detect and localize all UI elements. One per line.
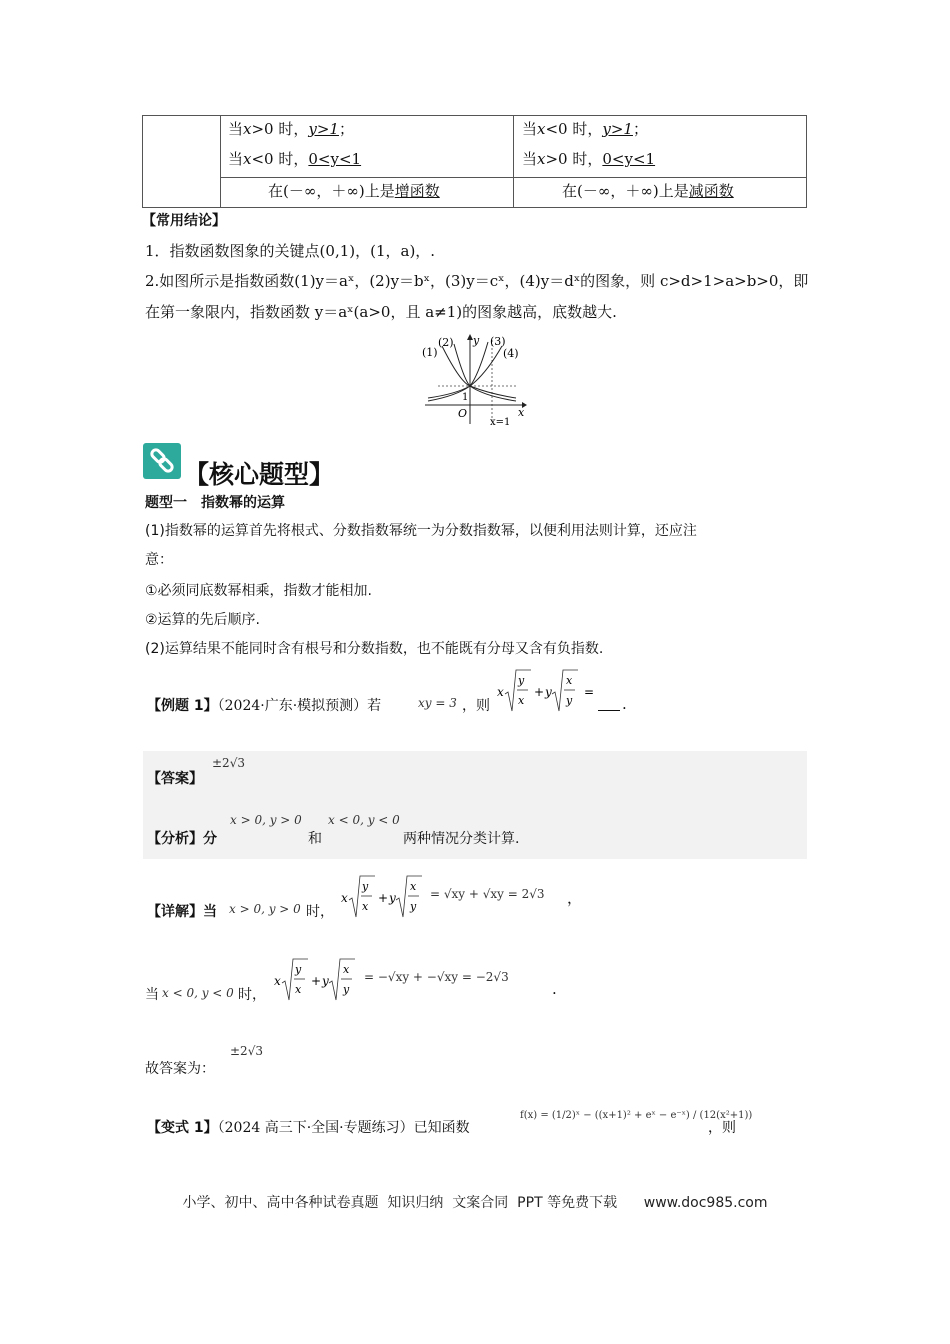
origin-label: O [458, 407, 468, 420]
curve-label-2: (2) [438, 336, 454, 349]
chain-link-icon [143, 443, 181, 479]
variant1-function: f(x) = (1/2)ˣ − ((x+1)² + eˣ − e⁻ˣ) / (12(x²+1)) [520, 1110, 753, 1121]
conclusions-heading: 【常用结论】 [142, 213, 226, 229]
svg-text:x: x [341, 891, 348, 905]
svg-text:x: x [518, 694, 525, 707]
variant1-text: 【变式 1】（2024 高三下·全国·专题练习）已知函数 [147, 1120, 470, 1136]
link-icon [143, 443, 181, 479]
paragraph: (1)指数幂的运算首先将根式、分数指数幂统一为分数指数幂，以便利用法则计算，还应注 [145, 523, 697, 539]
detail-expression-2 [273, 955, 363, 1007]
svg-text:y: y [518, 674, 525, 687]
svg-text:+: + [534, 685, 545, 699]
example1-text: 【例题 1】（2024·广东·模拟预测）若 [147, 698, 382, 714]
svg-text:y: y [322, 974, 329, 988]
table-cell-text: 当x<0 时，0<y<1 [228, 150, 362, 168]
svg-text:+: + [378, 891, 389, 905]
paragraph: ②运算的先后顺序. [145, 612, 261, 628]
table-divider [220, 177, 806, 178]
y-axis-label: y [473, 334, 480, 347]
svg-text:y: y [362, 880, 369, 893]
svg-text:x: x [362, 900, 369, 913]
table-cell-text: 在(－∞，＋∞)上是减函数 [562, 182, 734, 200]
detail-label: 【详解】当 [147, 904, 217, 920]
detail-result-1: = √xy + √xy = 2√3 [430, 887, 545, 901]
svg-text:x: x [566, 674, 573, 687]
svg-text:y: y [295, 963, 302, 976]
one-label: 1 [462, 392, 469, 403]
answer-value: ±2√3 [212, 756, 245, 770]
svg-text:y: y [545, 685, 552, 699]
table-cell-text: 当x>0 时，y>1； [228, 120, 354, 138]
analysis-case1: x > 0, y > 0 [230, 813, 302, 827]
table-cell-text: 当x>0 时，0<y<1 [522, 150, 656, 168]
paragraph: (2)运算结果不能同时含有根号和分数指数，也不能既有分母又含有负指数. [145, 641, 604, 657]
example1-mid: ，则 [462, 698, 490, 714]
detail-case1: x > 0, y > 0 [229, 902, 301, 916]
paragraph: 意： [145, 552, 173, 568]
svg-text:x: x [343, 963, 350, 976]
svg-text:y: y [389, 891, 396, 905]
curve-label-3: (3) [490, 335, 506, 348]
example1-end: . [622, 695, 627, 713]
analysis-and: 和 [308, 831, 322, 847]
paragraph: ①必须同底数幂相乘，指数才能相加. [145, 583, 373, 599]
analysis-label: 【分析】分 [147, 831, 217, 847]
x-eq-1-label: x=1 [490, 417, 511, 428]
svg-text:y: y [410, 900, 417, 913]
answer-blank [598, 696, 620, 711]
svg-text:=: = [584, 685, 595, 699]
detail-comma: ， [567, 889, 583, 907]
table-divider [220, 116, 221, 207]
detail-period: . [552, 980, 557, 998]
conclusion-item: 2.如图所示是指数函数(1)y＝aˣ，(2)y＝bˣ，(3)y＝cˣ，(4)y＝dˣ的图象，则 c>d>1>a>b>0，即 [145, 272, 809, 290]
detail-when2: 时， [238, 987, 266, 1003]
conclusion-item: 在第一象限内，指数函数 y＝aˣ(a>0，且 a≠1)的图象越高，底数越大. [145, 303, 617, 321]
answer-label: 【答案】 [147, 771, 203, 787]
detail-result-2: = −√xy + −√xy = −2√3 [364, 970, 509, 984]
svg-text:+: + [311, 974, 322, 988]
svg-text:x: x [410, 880, 417, 893]
exponential-graph [420, 332, 530, 428]
analysis-case2: x < 0, y < 0 [328, 813, 400, 827]
svg-text:y: y [343, 983, 350, 996]
svg-text:x: x [497, 685, 504, 699]
analysis-tail: 两种情况分类计算. [403, 831, 520, 847]
page-footer: 小学、初中、高中各种试卷真题 知识归纳 文案合同 PPT 等免费下载 www.doc985.com [182, 1195, 768, 1211]
svg-text:x: x [274, 974, 281, 988]
curve-label-4: (4) [503, 347, 519, 360]
curve-label-1: (1) [422, 346, 438, 359]
curve-4 [428, 346, 502, 398]
table-cell-text: 当x<0 时，y>1； [522, 120, 648, 138]
conclusion-item: 1．指数函数图象的关键点(0,1)，(1，a)，. [145, 242, 436, 260]
x-axis-label: x [518, 406, 525, 419]
detail-expression-1 [340, 872, 430, 924]
svg-text:x: x [295, 983, 302, 996]
final-answer-prefix: 故答案为： [145, 1061, 215, 1077]
detail-when: 时， [306, 904, 334, 920]
final-answer-value: ±2√3 [230, 1044, 263, 1058]
table-cell-text: 在(－∞，＋∞)上是增函数 [268, 182, 440, 200]
detail-line2-prefix: 当 [145, 987, 159, 1003]
variant1-end: ，则 [708, 1120, 736, 1136]
example1-expression [496, 666, 596, 718]
table-divider [513, 116, 514, 207]
example1-condition: xy = 3 [418, 696, 457, 710]
svg-text:y: y [566, 694, 573, 707]
section-title: 【核心题型】 [184, 460, 335, 489]
type1-title: 题型一 指数幂的运算 [145, 495, 285, 511]
detail-case2: x < 0, y < 0 [162, 986, 234, 1000]
